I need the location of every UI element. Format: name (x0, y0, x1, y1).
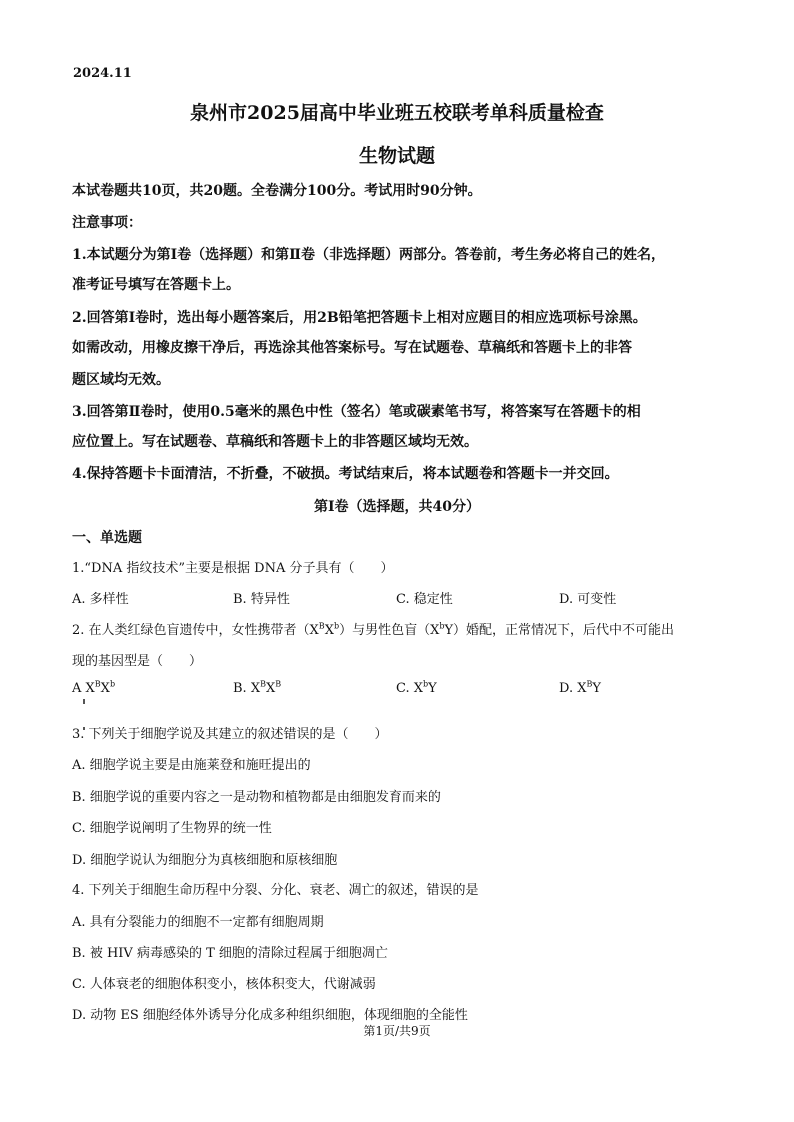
note-3-line-2: 应位置上。写在试题卷、草稿纸和答题卡上的非答题区域均无效。 (72, 434, 478, 450)
question-3-option-c: C. 细胞学说阐明了生物界的统一性 (72, 821, 272, 836)
question-3-option-d: D. 细胞学说认为细胞分为真核细胞和原核细胞 (72, 853, 338, 868)
question-1-option-d: D. 可变性 (559, 592, 617, 607)
note-2-line-3: 题区域均无效。 (72, 372, 170, 388)
question-1-option-b: B. 特异性 (233, 592, 290, 607)
question-1-option-c: C. 稳定性 (396, 592, 453, 607)
part-title: 第Ⅰ卷（选择题，共40分） (313, 499, 481, 515)
question-2-option-d: D. $X^BY$ (559, 679, 601, 696)
question-2-stem-line-2: 现的基因型是（ ） (72, 654, 203, 669)
note-2-line-2: 如需改动，用橡皮擦干净后，再选涂其他答案标号。写在试题卷、草稿纸和答题卡上的非答 (72, 340, 632, 356)
question-1-option-a: A. 多样性 (72, 592, 129, 607)
question-4-option-c: C. 人体衰老的细胞体积变小，核体积变大，代谢减弱 (72, 977, 376, 992)
question-2-stem-line-1: 2. 在人类红绿色盲遗传中，女性携带者$(X^BX^b)$与男性色盲$(X^bY)$婚配，正常情况下，后代中不可能出 (72, 621, 675, 638)
exam-subject: 生物试题 (358, 145, 435, 167)
note-2-line-1: 2.回答第Ⅰ卷时，选出每小题答案后，用2B铅笔把答题卡上相对应题目的相应选项标号涂黑。 (72, 310, 647, 326)
question-4-option-d: D. 动物 ES 细胞经体外诱导分化成多种组织细胞，体现细胞的全能性 (72, 1008, 468, 1023)
note-3-line-1: 3.回答第Ⅱ卷时，使用0.5毫米的黑色中性（签名）笔或碳素笔书写，将答案写在答题卡的相 (72, 404, 641, 420)
note-1-line-2: 准考证号填写在答题卡上。 (72, 277, 240, 293)
question-2-option-a: A $X^BX^b$ (72, 679, 116, 696)
page-number: 第1页/共9页 (363, 1024, 431, 1038)
question-type-heading: 一、单选题 (72, 530, 142, 546)
note-1-line-1: 1.本试题分为第Ⅰ卷（选择题）和第Ⅱ卷（非选择题）两部分。答卷前，考生务必将自己的姓名， (72, 247, 665, 263)
question-3-option-a: A. 细胞学说主要是由施莱登和施旺提出的 (72, 758, 311, 773)
question-3-stem: 3. 下列关于细胞学说及其建立的叙述错误的是（ ） (72, 727, 388, 742)
question-4-option-b: B. 被 HIV 病毒感染的 T 细胞的清除过程属于细胞凋亡 (72, 946, 388, 961)
question-2-option-c: C. $X^bY$ (396, 679, 437, 696)
notes-heading: 注意事项： (72, 215, 142, 231)
note-4: 4.保持答题卡卡面清洁，不折叠，不破损。考试结束后，将本试题卷和答题卡一并交回。 (72, 466, 619, 482)
question-2-option-b: B. $X^BX^B$ (233, 679, 282, 696)
exam-title: 泉州市2025届高中毕业班五校联考单科质量检查 (190, 102, 604, 124)
question-3-option-b: B. 细胞学说的重要内容之一是动物和植物都是由细胞发育而来的 (72, 790, 441, 805)
question-4-stem: 4. 下列关于细胞生命历程中分裂、分化、衰老、凋亡的叙述，错误的是 (72, 883, 479, 898)
stray-mark (83, 699, 85, 704)
exam-date: 2024.11 (73, 66, 132, 81)
question-4-option-a: A. 具有分裂能力的细胞不一定都有细胞周期 (72, 915, 324, 930)
question-1-stem: 1.“DNA 指纹技术”主要是根据 DNA 分子具有（ ） (72, 561, 394, 576)
exam-summary: 本试卷题共10页，共20题。全卷满分100分。考试用时90分钟。 (72, 183, 482, 199)
